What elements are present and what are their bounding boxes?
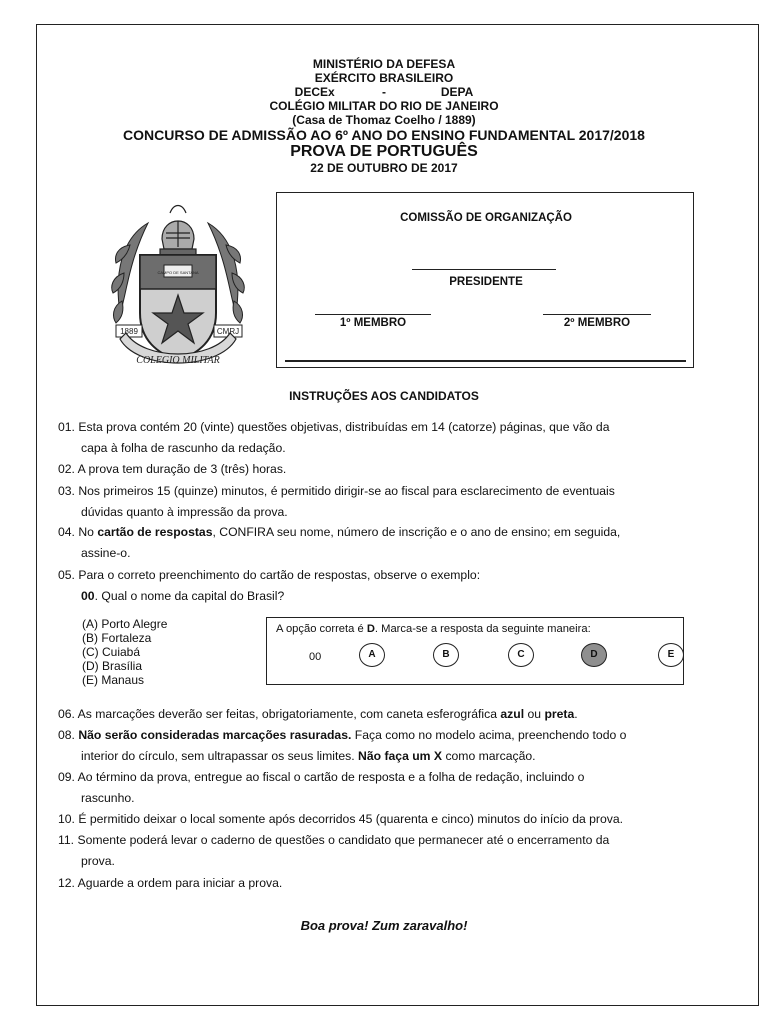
answer-example-box	[266, 617, 684, 685]
answer-bubble-d-filled: D	[581, 643, 607, 667]
header-school: COLÉGIO MILITAR DO RIO DE JANEIRO	[269, 99, 499, 113]
instructions-title: INSTRUÇÕES AOS CANDIDATOS	[289, 389, 479, 403]
instruction-02: 02. A prova tem duração de 3 (três) horas.	[58, 462, 287, 476]
instruction-10: 10. É permitido deixar o local somente após decorridos 45 (quarenta e cinco) minutos do início da prova.	[58, 812, 624, 826]
instruction-08: 08. Não serão consideradas marcações rasuradas. Faça como no modelo acima, preenchendo todo o interior do círculo, sem ultrapassar os seus limites. Não faça um X como marcação.	[58, 728, 627, 763]
president-label: PRESIDENTE	[449, 276, 523, 288]
member2-signature-line	[543, 314, 651, 315]
header-depa: DEPA	[440, 85, 474, 99]
instruction-04: 04. No cartão de respostas, CONFIRA seu nome, número de inscrição e o ano de ensino; em seguida, assine-o.	[58, 525, 621, 560]
instruction-03: 03. Nos primeiros 15 (quinze) minutos, é permitido dirigir-se ao fiscal para esclarecimento de eventuais dúvidas quanto à impressão da prova.	[58, 484, 615, 519]
option-e: (E) Manaus	[82, 673, 145, 687]
header-departments	[0, 85, 768, 99]
answer-bubble-a: A	[359, 643, 385, 667]
emblem-year: 1889	[120, 327, 138, 336]
member1-label: 1º MEMBRO	[339, 317, 407, 329]
header-ministry: MINISTÉRIO DA DEFESA	[312, 57, 456, 71]
instruction-09: 09. Ao término da prova, entregue ao fiscal o cartão de resposta e a folha de redação, incluindo o rascunho.	[58, 770, 585, 805]
option-c: (C) Cuiabá	[82, 645, 141, 659]
instruction-01: 01. Esta prova contém 20 (vinte) questões objetivas, distribuídas em 14 (catorze) páginas, que vão da capa à folha de rascunho da redação.	[58, 420, 610, 455]
organization-box	[276, 192, 694, 368]
option-a: (A) Porto Alegre	[82, 617, 168, 631]
president-signature-line	[412, 269, 556, 270]
answer-example-caption: A opção correta é D. Marca-se a resposta da seguinte maneira:	[276, 623, 591, 635]
instruction-12: 12. Aguarde a ordem para iniciar a prova.	[58, 876, 283, 890]
header-school-sub: (Casa de Thomaz Coelho / 1889)	[292, 113, 476, 127]
instruction-11: 11. Somente poderá levar o caderno de questões o candidato que permanecer até o encerramento da prova.	[58, 833, 610, 868]
example-question-number: 00	[81, 589, 95, 603]
emblem-code: CMRJ	[216, 327, 240, 336]
example-options	[82, 617, 167, 687]
knight-helmet-icon	[160, 206, 196, 256]
svg-text:CAMPO DE SANTANA: CAMPO DE SANTANA	[157, 270, 199, 275]
header-army: EXÉRCITO BRASILEIRO	[314, 71, 454, 85]
instruction-05: 05. Para o correto preenchimento do cartão de respostas, observe o exemplo: 00. Qual o nome da capital do Brasil?	[58, 568, 481, 603]
answer-bubble-c: C	[508, 643, 534, 667]
exam-date: 22 DE OUTUBRO DE 2017	[310, 161, 458, 175]
header-separator: -	[382, 85, 386, 99]
closing-message: Boa prova! Zum zaravalho!	[300, 918, 468, 933]
organization-title: COMISSÃO DE ORGANIZAÇÃO	[400, 212, 572, 224]
answer-example-number: 00	[309, 651, 322, 663]
answer-bubble-e: E	[658, 643, 684, 667]
member2-label: 2º MEMBRO	[563, 317, 631, 329]
option-b: (B) Fortaleza	[82, 631, 152, 645]
emblem-banner-text: COLEGIO MILITAR	[136, 355, 220, 366]
option-d: (D) Brasília	[82, 659, 143, 673]
instruction-06: 06. As marcações deverão ser feitas, obrigatoriamente, com caneta esferográfica azul ou preta.	[58, 707, 578, 721]
header-decex: DECEx	[294, 85, 335, 99]
organization-bottom-rule	[285, 360, 686, 362]
exam-title: PROVA DE PORTUGUÊS	[290, 143, 478, 160]
header-contest: CONCURSO DE ADMISSÃO AO 6º ANO DO ENSINO FUNDAMENTAL 2017/2018	[123, 127, 645, 143]
answer-bubble-b: B	[433, 643, 459, 667]
member1-signature-line	[315, 314, 431, 315]
example-question: . Qual o nome da capital do Brasil?	[94, 589, 285, 603]
school-emblem	[108, 193, 248, 378]
